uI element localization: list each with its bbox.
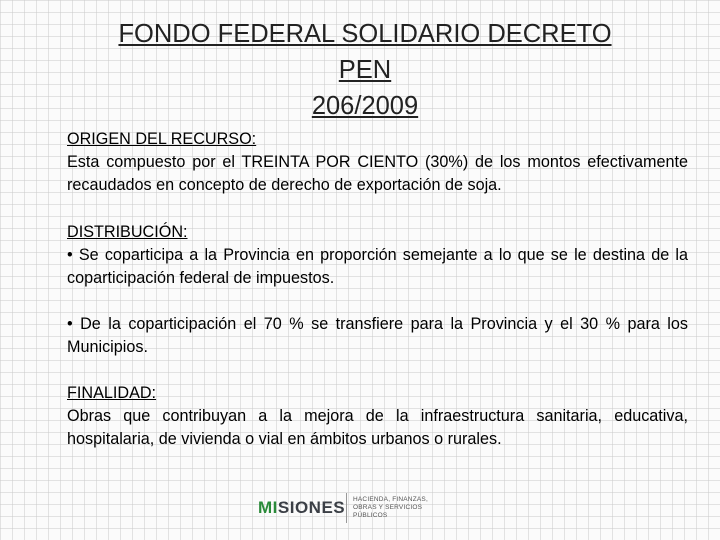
distribucion-bullet-1: • Se coparticipa a la Provincia en proporción semejante a lo que se le destina de la coparticipación federal de impuestos.: [67, 246, 688, 287]
spacer: [67, 359, 688, 382]
slide-body: [67, 128, 688, 451]
misiones-logo: [258, 490, 458, 526]
logo-subtitle-line-2: OBRAS Y SERVICIOS PÚBLICOS: [353, 504, 423, 519]
slide-title: [90, 16, 640, 124]
spacer: [67, 197, 688, 221]
origen-text: Esta compuesto por el TREINTA POR CIENTO (30%) de los montos efectivamente recaudados en concepto de derecho de exportación de soja.: [67, 153, 688, 194]
finalidad-text: Obras que contribuyan a la mejora de la infraestructura sanitaria, educativa, hospitalaria, de vivienda o vial en ámbitos urbanos o rurales.: [67, 407, 688, 448]
logo-subtitle-line-1: HACIENDA, FINANZAS,: [353, 496, 428, 503]
logo-subtitle: [353, 496, 458, 520]
logo-wordmark: [258, 498, 345, 518]
logo-wordmark-start: MI: [258, 498, 278, 517]
distribucion-bullet-2: • De la coparticipación el 70 % se transfiere para la Provincia y el 30 % para los Municipios.: [67, 315, 688, 356]
title-line-1: FONDO FEDERAL SOLIDARIO DECRETO PEN: [118, 20, 612, 84]
distribucion-heading: DISTRIBUCIÓN:: [67, 223, 188, 241]
logo-wordmark-rest: SIONES: [277, 498, 346, 517]
finalidad-heading: FINALIDAD:: [67, 384, 157, 402]
spacer: [67, 290, 688, 313]
origen-heading: ORIGEN DEL RECURSO:: [67, 130, 257, 148]
logo-divider: [346, 493, 347, 523]
title-line-2: 206/2009: [311, 92, 419, 120]
